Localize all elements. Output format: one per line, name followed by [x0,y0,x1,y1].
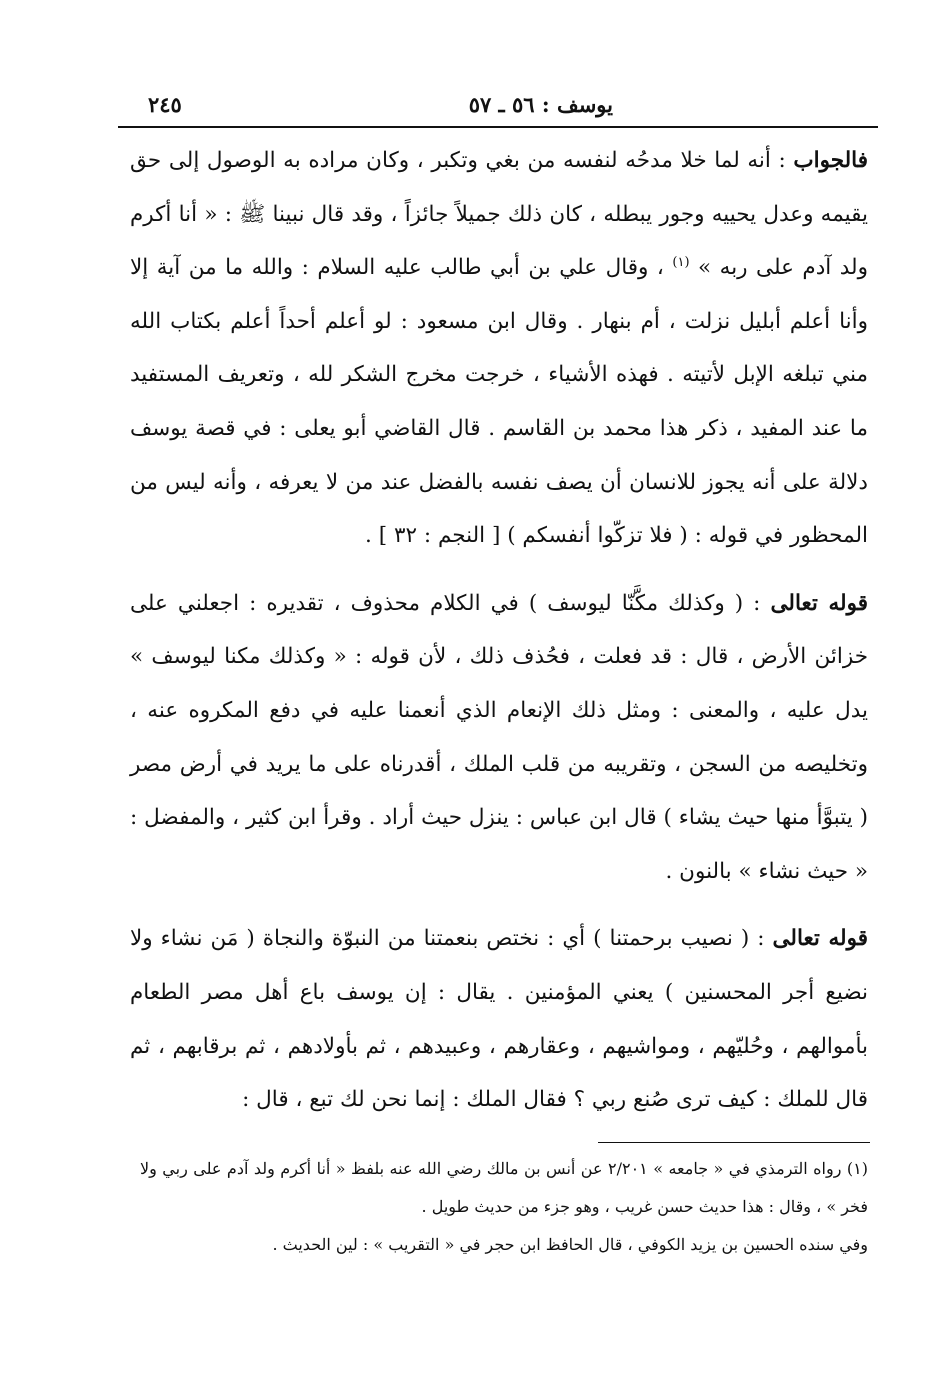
paragraph-verse-56-cont [130,912,868,1126]
footnote-1-continued: وفي سنده الحسين بن يزيد الكوفي ، قال الحافظ ابن حجر في « التقريب » : لين الحديث . [272,1235,868,1254]
footnotes [140,1150,868,1264]
footnote-rule [598,1142,870,1143]
footnote-1: (١) رواه الترمذي في « جامعه » ٢/٢٠١ عن أنس بن مالك رضي الله عنه بلفظ « أنا أكرم ولد آدم على ربي ولا فخر » ، وقال : هذا حديث حسن غريب ، وهو جزء من حديث طويل . [140,1159,868,1216]
paragraph-lead: قوله تعالى [772,926,868,952]
paragraph-lead: فالجواب [793,148,868,173]
paragraph-text-continued: ، وقال علي بن أبي طالب عليه السلام : والله ما من آية إلا وأنا أعلم أبليل نزلت ، أم بنهار . وقال ابن مسعود : لو أعلم أحداً أعلم بكتاب الله مني تبلغه الإبل لأتيته . فهذه الأشياء ، خرجت مخرج الشكر لله ، وتعريف المستفيد ما عند المفيد ، ذكر هذا محمد بن القاسم . قال القاضي أبو يعلى : في قصة يوسف دلالة على أنه يجوز للانسان أن يصف نفسه بالفضل عند من لا يعرفه ، وأنه ليس من المحظور في قوله : ( فلا تزكّوا أنفسكم ) [ النجم : ٣٢ ] . [130,255,868,549]
main-text [130,134,868,1127]
paragraph-answer [130,134,868,563]
paragraph-text: : ( وكذلك مكَّنّا ليوسف ) في الكلام محذوف ، تقديره : اجعلني على خزائن الأرض ، قال : قد فعلت ، فحُذف ذلك ، لأن قوله : « وكذلك مكنا ليوسف » يدل عليه ، والمعنى : ومثل ذلك الإنعام الذي أنعمنا عليه في دفع المكروه عنه ، وتخليصه من السجن ، وتقريبه من قلب الملك ، أقدرناه على ما يريد في أرض مصر ( يتبوَّأ منها حيث يشاء ) قال ابن عباس : ينزل حيث أراد . وقرأ ابن كثير ، والمفضل : « حيث نشاء » بالنون . [130,590,868,884]
page-number: ٢٤٥ [148,92,182,117]
paragraph-text: : ( نصيب برحمتنا ) أي : نختص بنعمتنا من النبوّة والنجاة ( مَن نشاء ولا نضيع أجر المحسنين ) يعني المؤمنين . يقال : إن يوسف باع أهل مصر الطعام بأموالهم ، وحُليّهم ، ومواشيهم ، وعقارهم ، وعبيدهم ، ثم بأولادهم ، ثم برقابهم ، ثم قال للملك : كيف ترى صُنع ربي ؟ فقال الملك : إنما نحن لك تبع ، قال : [130,926,868,1113]
page-header [118,90,878,126]
header-rule [118,126,878,128]
footnote-reference: (١) [672,255,690,271]
paragraph-verse-56 [130,577,868,899]
paragraph-lead: قوله تعالى [770,590,868,616]
running-title: يوسف : ٥٦ ـ ٥٧ [468,92,613,117]
paragraph-text: : أنه لما خلا مدحُه لنفسه من بغي وتكبر ، وكان مراده به الوصول إلى حق يقيمه وعدل يحييه وجور يبطله ، كان ذلك جميلاً جائزاً ، وقد قال نبينا ﷺ : « أنا أكرم ولد آدم على ربه » [130,148,868,281]
